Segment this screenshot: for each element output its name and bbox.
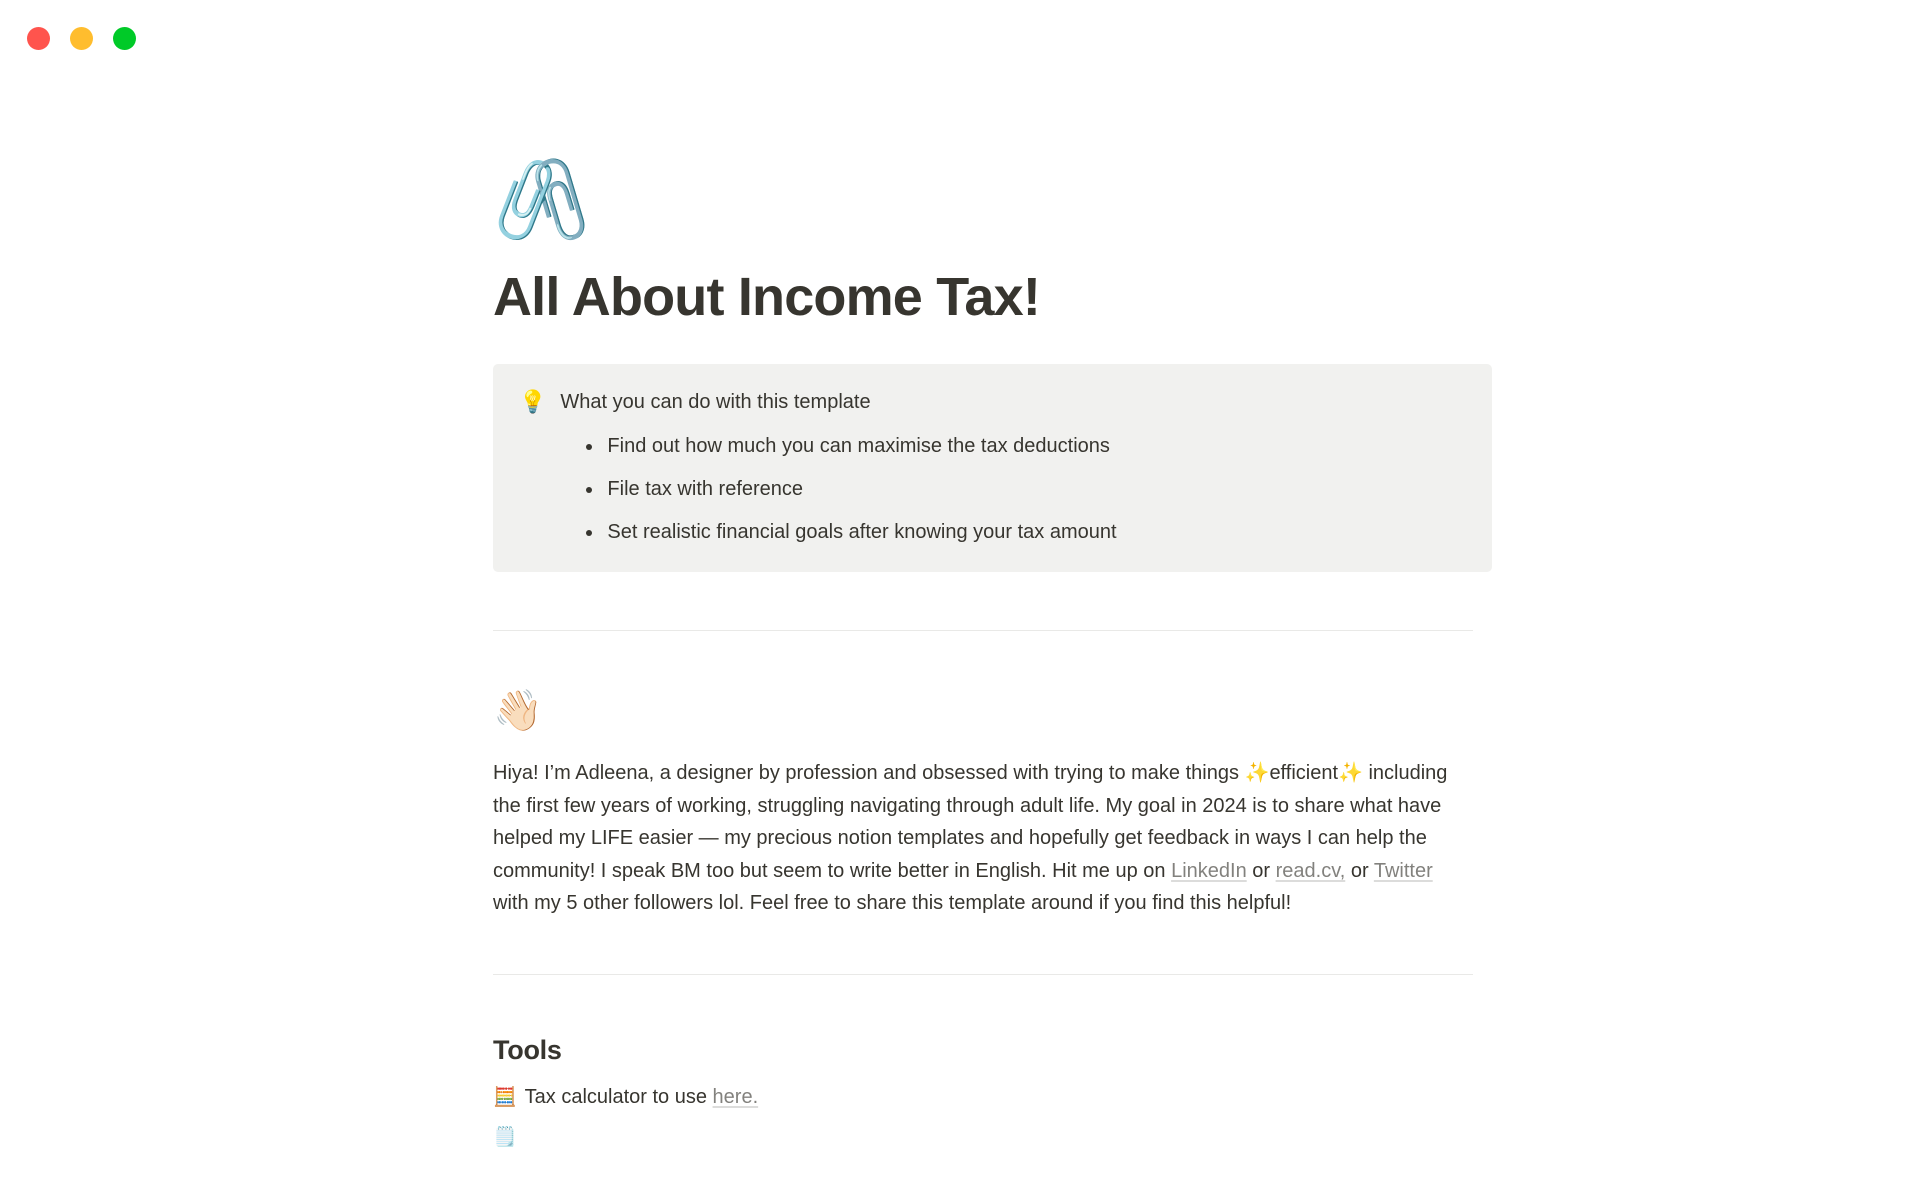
intro-text-4: or [1345, 859, 1374, 882]
callout-block[interactable] [493, 364, 1492, 572]
divider [493, 630, 1473, 631]
content-column [493, 155, 1493, 1148]
waving-hand-icon: 👋🏻 [493, 689, 543, 734]
intro-text-2: including the first few years of working, struggling navigating through adult life. My goal in 2024 is to share what have helped my LIFE easier — my precious notion templates and hopefully get feedback in ways I can help the community! I speak BM too but seem to write better in English. Hit me up on [493, 762, 1448, 882]
twitter-link[interactable]: Twitter [1373, 859, 1433, 882]
sparkles-icon: ✨ [1338, 762, 1363, 785]
intro-text-3: or [1246, 859, 1276, 882]
readcv-link[interactable]: read.cv, [1275, 859, 1346, 882]
callout-title: What you can do with this template [560, 391, 871, 414]
tax-calculator-label: Tax calculator to use [524, 1085, 713, 1108]
lightbulb-icon: 💡 [519, 389, 547, 415]
linked-paperclips-icon[interactable]: 🖇️ [493, 155, 591, 243]
callout-body [560, 388, 1466, 546]
tax-calculator-text [525, 1082, 758, 1112]
divider [493, 974, 1473, 975]
tax-calculator-link[interactable]: here. [712, 1085, 759, 1108]
intro-paragraph[interactable] [493, 757, 1448, 920]
page-title[interactable]: All About Income Tax! [493, 267, 1041, 327]
tax-calculator-row[interactable] [493, 1082, 1493, 1113]
callout-bullet-list [560, 432, 1466, 546]
list-item[interactable]: Find out how much you can maximise the tax deductions [560, 432, 1466, 460]
tools-heading[interactable]: Tools [493, 1034, 562, 1065]
intro-text-1: Hiya! I’m Adleena, a designer by profession and obsessed with trying to make things [493, 762, 1245, 785]
list-item[interactable]: Set realistic financial goals after knowing your tax amount [560, 518, 1466, 546]
sparkles-icon: ✨ [1244, 762, 1270, 785]
abacus-icon: 🧮 [493, 1086, 517, 1108]
list-item[interactable]: File tax with reference [560, 475, 1466, 503]
intro-emphasis: efficient [1269, 762, 1339, 785]
clipped-icon: 🗒️ [493, 1126, 517, 1148]
tools-row-clipped[interactable] [493, 1123, 1493, 1148]
linkedin-link[interactable]: LinkedIn [1171, 859, 1247, 882]
intro-text-5: with my 5 other followers lol. Feel free to share this template around if you find this helpful! [493, 892, 1292, 915]
